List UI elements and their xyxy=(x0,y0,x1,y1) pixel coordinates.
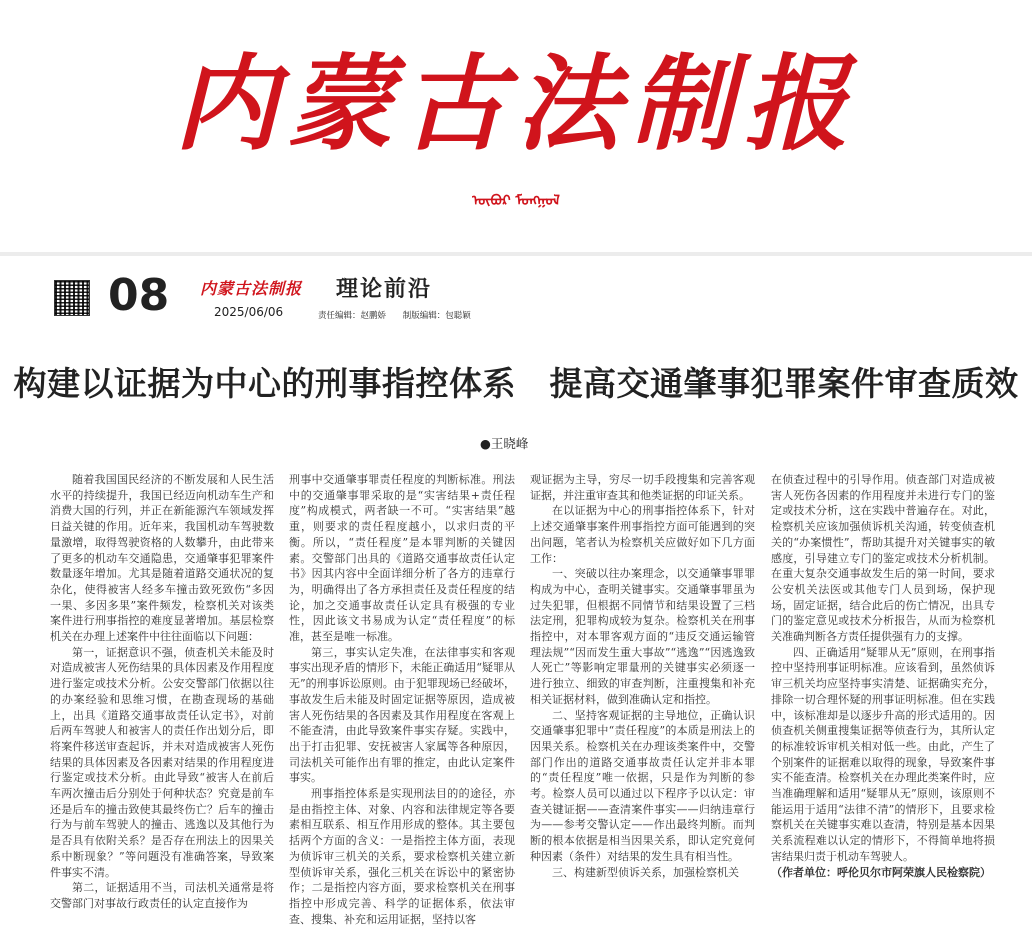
header-divider xyxy=(0,252,1032,256)
paragraph: 一、突破以往办案理念，以交通肇事罪罪构成为中心，查明关键事实。交通肇事罪虽为过失犯罪，但根据不同情节和结果设置了三档法定刑，犯罪构成较为复杂。检察机关在刑事指控中，对本罪客观方面的“违反交通运输管理法规”“因而发生重大事故”“逃逸”“因逃逸致人死亡”等影响定罪量刑的关键事实必须逐一进行独立、细致的审查判断，注重搜集和补充相关证据材料，做到准确认定和指控。 xyxy=(530,567,755,706)
article-column-2 xyxy=(289,472,515,926)
article-headline: 构建以证据为中心的刑事指控体系 提高交通肇事犯罪案件审查质效 xyxy=(13,364,1019,403)
layout-editor: 制版编辑：包聪颖 xyxy=(402,311,471,321)
paragraph: 在以证据为中心的刑事指控体系下，针对上述交通肇事案件刑事指控方面可能遇到的突出问题，笔者认为检察机关应做好如下几方面工作： xyxy=(530,504,755,565)
masthead-title: 内蒙古法制报 xyxy=(173,42,858,165)
paragraph: 第三，事实认定失准，在法律事实和客观事实出现矛盾的情形下，未能正确适用“疑罪从无”的刑事诉讼原则。由于犯罪现场已经破坏，事故发生后未能及时固定证据等原因，造成被害人死伤结果的各因素及其作用程度在客观上不能查清，由此导致案件事实存疑。实践中，出于打击犯罪、安抚被害人家属等各种原因，司法机关可能作出有罪的推定，由此认定案件事实。 xyxy=(289,645,515,785)
masthead-subtitle-mongolian: ᠥᠪᠦᠷ ᠮᠣᠩᠭᠣᠯ xyxy=(472,193,560,209)
masthead xyxy=(0,0,1032,250)
issue-date: 2025/06/06 xyxy=(214,305,284,319)
editor-credits xyxy=(318,309,485,321)
section-title: 理论前沿 xyxy=(336,277,433,302)
paragraph: 刑事中交通肇事罪责任程度的判断标准。刑法中的交通肇事罪采取的是“实害结果+责任程度”构成模式，两者缺一不可。“实害结果”越重，则要求的责任程度越小，以求归责的平衡。所以，“责任程度”是本罪判断的关键因素。交警部门出具的《道路交通事故责任认定书》因其内容中全面详细分析了各方的违章行为，明确得出了各方承担责任及责任程度的结论，加之交通事故责任认定具有极强的专业性，因此该文书易成为认定“责任程度”的标准，甚至是唯一标准。 xyxy=(289,473,515,644)
article-byline: ●王晓峰 xyxy=(480,436,529,451)
author-affiliation: （作者单位：呼伦贝尔市阿荣旗人民检察院） xyxy=(771,865,991,879)
article-column-3 xyxy=(530,472,755,907)
paragraph: 三、构建新型侦诉关系，加强检察机关 xyxy=(552,865,739,879)
paragraph: 第二，证据适用不当，司法机关通常是将交警部门对事故行政责任的认定直接作为 xyxy=(50,881,274,910)
article-column-4 xyxy=(771,472,995,907)
paragraph: 二、坚持客观证据的主导地位，正确认识交通肇事犯罪中“责任程度”的本质是刑法上的因果关系。检察机关在办理该类案件中，交警部门作出的道路交通事故责任认定并非本罪的“责任程度”唯一依据，只是作为判断的参考。检察人员可以通过以下程序予以认定：审查关键证据——查清案件事实——归纳违章行为——参考交警认定——作出最终判断。而判断的根本依据是相当因果关系，即认定究竟何种因素（条件）对结果的发生具有相当性。 xyxy=(530,708,755,863)
paragraph: 四、正确适用“疑罪从无”原则，在刑事指控中坚持刑事证明标准。应该看到，虽然侦诉审三机关均应坚持事实清楚、证据确实充分，排除一切合理怀疑的刑事证明标准。但在实践中，该标准却是以逐步升高的形式适用的。因侦查机关侧重搜集证据等侦查行为，其所认定的标准较诉审机关相对低一些。由此，产生了个别案件的证据难以取得的现象，导致案件事实不能查清。检察机关在办理此类案件时，应当准确理解和适用“疑罪从无”原则，该原则不能运用于适用“法律不清”的情形下，且要求检察机关在关键事实难以查清，特别是基本因果关系流程难以认定的情形下，不得简单地将损害结果归责于机动车驾驶人。 xyxy=(771,645,995,863)
paragraph: 刑事指控体系是实现刑法目的的途径，亦是由指控主体、对象、内容和法律规定等各要素相互联系、相互作用形成的整体。其主要包括两个方面的含义：一是指控主体方面，表现为侦诉审三机关的关系，要求检察机关建立新型侦诉审关系，强化三机关在诉讼中的紧密协作；二是指控内容方面，要求检察机关在刑事指控中形成完善、科学的证据体系，依法审查、搜集、补充和运用证据，坚持以客 xyxy=(289,787,515,926)
qr-code-icon xyxy=(54,280,90,316)
paragraph: 在侦查过程中的引导作用。侦查部门对造成被害人死伤各因素的作用程度并未进行专门的鉴定或技术分析，这在实践中普遍存在。对此，检察机关应该加强侦诉机关沟通，转变侦查机关的“办案惯性”，帮助其提升对关键事实的敏感度，引导建立专门的鉴定或技术分析机制。在重大复杂交通事故发生后的第一时间，要求公安机关法医或其他专门人员到场，保护现场，固定证据，结合此后的伤亡情况，出具专门的鉴定意见或技术分析报告，从而为检察机关准确判断各方责任提供强有力的支撑。 xyxy=(771,473,995,644)
small-logo: 内蒙古法制报 xyxy=(200,279,303,298)
page-number: 08 xyxy=(108,270,170,321)
responsible-editor: 责任编辑：赵鹏娇 xyxy=(318,311,387,321)
paragraph: 第一，证据意识不强，侦查机关未能及时对造成被害人死伤结果的具体因素及作用程度进行鉴定或技术分析。公安交警部门依据以往的办案经验和思维习惯，在勘查现场的基础上，出具《道路交通事故责任认定书》，对前后两车驾驶人和被害人的责任作出划分后，即将案件移送审查起诉，并未对造成被害人死伤结果的具体因素及各因素对结果的作用程度进行鉴定或技术分析。由此导致“被害人在前后车两次撞击后分别处于何种状态？究竟是前车还是后车的撞击致使其最终伤亡？后车的撞击行为与前车驾驶人的撞击、逃逸以及其他行为是否具有依附关系？是否存在刑法上的因果关系中断现象？”等问题没有准确答案，导致案件事实不清。 xyxy=(50,645,274,879)
paragraph: 随着我国国民经济的不断发展和人民生活水平的持续提升，我国已经迈向机动车生产和消费大国的行列，并正在新能源汽车领域发挥日益关键的作用。近年来，我国机动车驾驶数量激增，取得驾驶资格的人数攀升，由此带来了更多的机动车交通隐患，交通肇事犯罪案件数量逐年增加。尤其是随着道路交通状况的复杂化，使得被害人经多车撞击致死致伤“多因一果、多因多果”案件频发，检察机关对该类案件进行刑事指控的难度显著增加。基层检察机关在办理上述案件中往往面临以下问题： xyxy=(50,473,274,644)
article-column-1 xyxy=(50,472,274,910)
paragraph: 观证据为主导，穷尽一切手段搜集和完善客观证据，并注重审查其和他类证据的印证关系。 xyxy=(530,473,755,502)
